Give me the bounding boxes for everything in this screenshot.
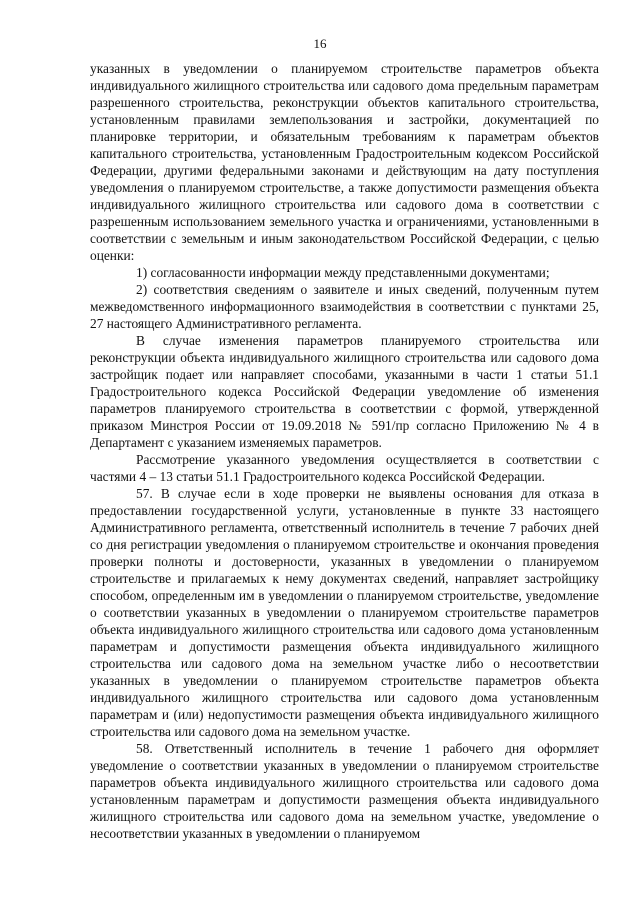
page-number: 16 — [313, 36, 327, 51]
paragraph-item-1: 1) согласованности информации между представленными документами; — [136, 265, 550, 280]
paragraph-item-2: 2) соответствия сведениям о заявителе и иных сведений, полученным путем межведомственного информационного взаимодействия в соответствии с пунктами 25, 27 настоящего Административного регламента. — [90, 282, 599, 331]
document-body — [90, 60, 599, 842]
paragraph-review: Рассмотрение указанного уведомления осуществляется в соответствии с частями 4 – 13 статьи 51.1 Градостроительного кодекса Российской Федерации. — [90, 452, 599, 484]
paragraph-parameter-change: В случае изменения параметров планируемого строительства или реконструкции объекта индивидуального жилищного строительства или садового дома застройщик подает или направляет способами, указанными в части 1 статьи 51.1 Градостроительного кодекса Российской Федерации уведомление об изменения параметров планируемого строительства в соответствии с формой, утвержденной приказом Минстроя России от 19.09.2018 № 591/пр согласно Приложению № 4 в Департамент с указанием изменяемых параметров. — [90, 333, 599, 450]
paragraph-57: 57. В случае если в ходе проверки не выявлены основания для отказа в предоставлении государственной услуги, установленные в пункте 33 настоящего Административного регламента, ответственный исполнитель в течение 7 рабочих дней со дня регистрации уведомления о планируемом строительстве и окончания проведения проверки полноты и достоверности, указанных в уведомлении о планируемом строительстве и прилагаемых к нему документах сведений, направляет застройщику способом, определенным им в уведомлении о планируемом строительстве, уведомление о соответствии указанных в уведомлении о планируемом строительстве параметров объекта индивидуального жилищного строительства или садового дома установленным параметрам и допустимости размещения объекта индивидуального жилищного строительства или садового дома на земельном участке либо о несоответствии указанных в уведомлении о планируемом строительстве параметров объекта индивидуального жилищного строительства или садового дома установленным параметрам и (или) недопустимости размещения объекта индивидуального жилищного строительства или садового дома на земельном участке. — [90, 486, 599, 739]
paragraph-58: 58. Ответственный исполнитель в течение 1 рабочего дня оформляет уведомление о соответствии указанных в уведомлении о планируемом строительстве параметров объекта индивидуального жилищного строительства или садового дома установленным параметрам и допустимости размещения объекта индивидуального жилищного строительства или садового дома на земельном участке, уведомление о несоответствии указанных в уведомлении о планируемом — [90, 741, 599, 841]
paragraph-continuation: указанных в уведомлении о планируемом строительстве параметров объекта индивидуального жилищного строительства или садового дома предельным параметрам разрешенного строительства, реконструкции объектов капитального строительства, установленным правилами землепользования и застройки, документацией по планировке территории, и обязательным требованиям к параметрам объектов капитального строительства, установленным Градостроительным кодексом Российской Федерации, другими федеральными законами и действующим на дату поступления уведомления о планируемом строительстве, а также допустимости размещения объекта индивидуального жилищного строительства или садового дома в соответствии с разрешенным использованием земельного участка и ограничениями, установленными в соответствии с земельным и иным законодательством Российской Федерации, с целью оценки: — [90, 61, 599, 263]
